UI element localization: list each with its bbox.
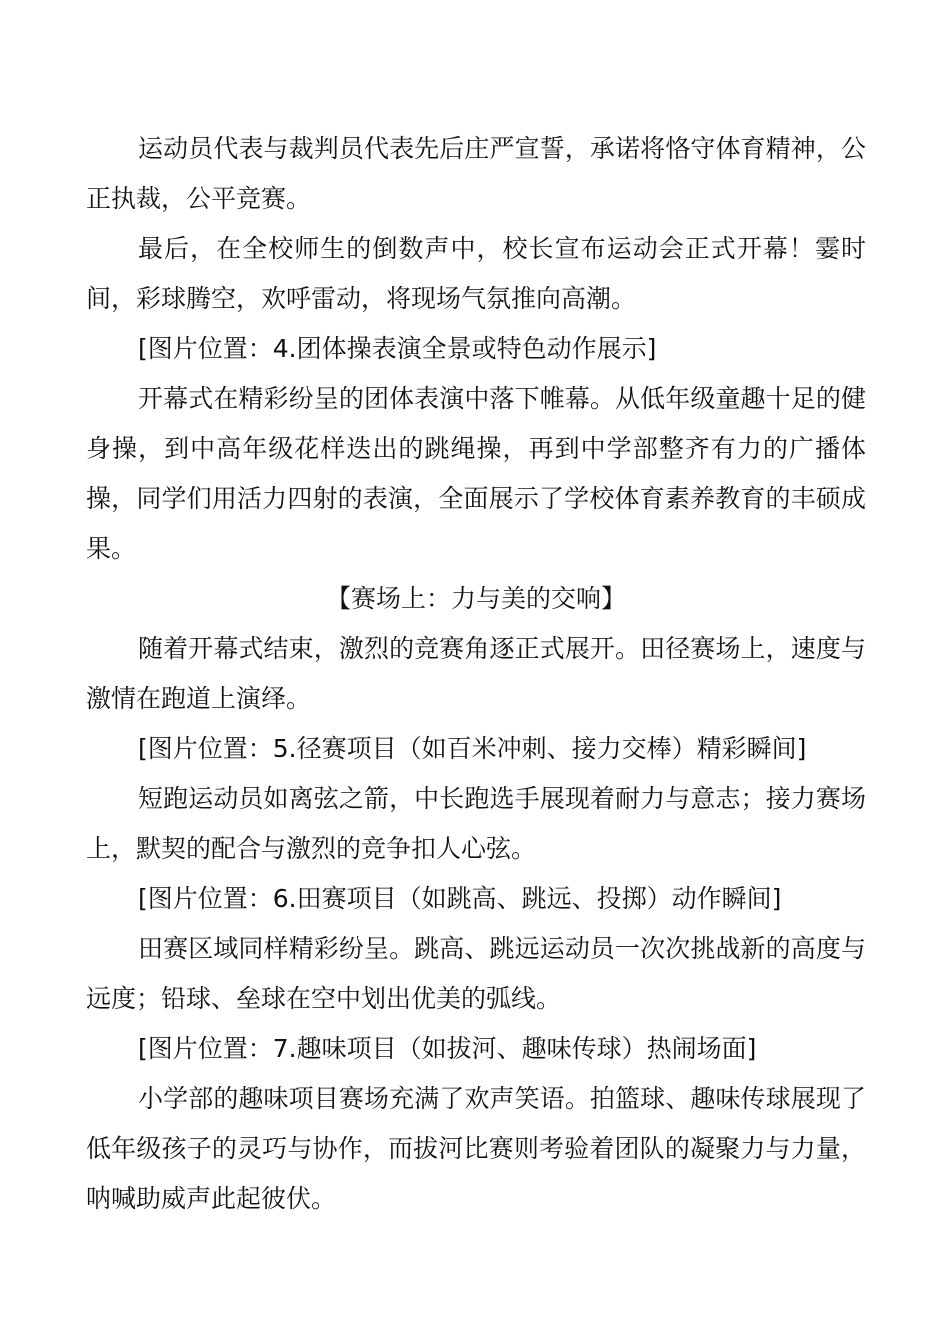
paragraph-fun-events: 小学部的趣味项目赛场充满了欢声笑语。拍篮球、趣味传球展现了低年级孩子的灵巧与协作，而拔河比赛则考验着团队的凝聚力与力量，呐喊助威声此起彼伏。 (86, 1084, 866, 1213)
section-heading-competition: 【赛场上：力与美的交响】 (325, 584, 626, 613)
paragraph-track-events: 短跑运动员如离弦之箭，中长跑选手展现着耐力与意志；接力赛场上，默契的配合与激烈的竞争扣人心弦。 (86, 784, 866, 863)
image-placeholder-6: [图片位置：6.田赛项目（如跳高、跳远、投掷）动作瞬间] (138, 884, 782, 913)
image-placeholder-7: [图片位置：7.趣味项目（如拔河、趣味传球）热闹场面] (138, 1034, 757, 1063)
paragraph-oath: 运动员代表与裁判员代表先后庄严宣誓，承诺将恪守体育精神，公正执裁，公平竞赛。 (86, 134, 866, 213)
paragraph-competition-start: 随着开幕式结束，激烈的竞赛角逐正式展开。田径赛场上，速度与激情在跑道上演绎。 (86, 634, 866, 713)
image-placeholder-4: [图片位置：4.团体操表演全景或特色动作展示] (138, 334, 657, 363)
document-body (86, 124, 866, 1224)
paragraph-group-performance: 开幕式在精彩纷呈的团体表演中落下帷幕。从低年级童趣十足的健身操，到中高年级花样迭出的跳绳操，再到中学部整齐有力的广播体操，同学们用活力四射的表演，全面展示了学校体育素养教育的丰硕成果。 (86, 384, 866, 563)
paragraph-opening-declared: 最后，在全校师生的倒数声中，校长宣布运动会正式开幕！霎时间，彩球腾空，欢呼雷动，将现场气氛推向高潮。 (86, 234, 866, 313)
paragraph-field-events: 田赛区域同样精彩纷呈。跳高、跳远运动员一次次挑战新的高度与远度；铅球、垒球在空中划出优美的弧线。 (86, 934, 866, 1013)
image-placeholder-5: [图片位置：5.径赛项目（如百米冲刺、接力交棒）精彩瞬间] (138, 734, 807, 763)
